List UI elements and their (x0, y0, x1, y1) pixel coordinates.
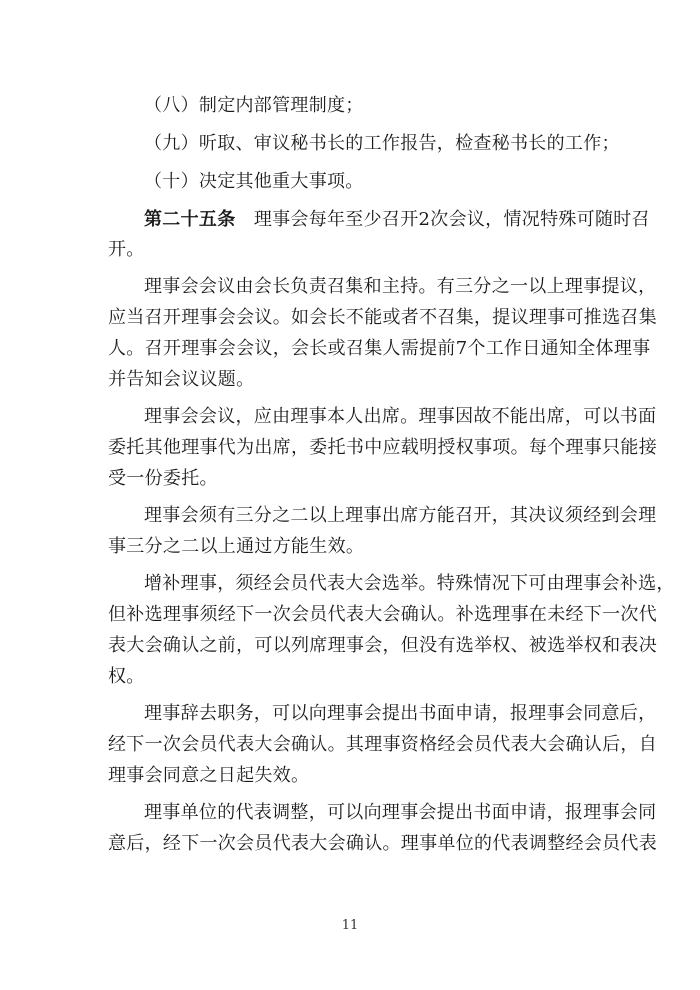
article-text: 理事会每年至少召开2次会议，情况特殊可随时召 (253, 209, 650, 230)
text-line: 事三分之二以上通过方能生效。 (108, 536, 365, 557)
text-line: （十）决定其他重大事项。 (144, 171, 364, 192)
text-line: 理事单位的代表调整，可以向理事会提出书面申请，报理事会同 (144, 802, 657, 823)
text-line: 开。 (108, 239, 145, 260)
text-line: （九）听取、审议秘书长的工作报告，检查秘书长的工作； (144, 133, 620, 154)
text-line: 委托其他理事代为出席，委托书中应载明授权事项。每个理事只能接 (108, 437, 657, 458)
text-line: 应当召开理事会会议。如会长不能或者不召集，提议理事可推选召集 (108, 307, 657, 328)
article-heading: 第二十五条 (144, 209, 236, 230)
text-line: 并告知会议议题。 (108, 369, 255, 390)
text-line: 意后，经下一次会员代表大会确认。理事单位的代表调整经会员代表 (108, 833, 657, 854)
text-line: 权。 (108, 666, 145, 687)
text-line: 经下一次会员代表大会确认。其理事资格经会员代表大会确认后，自 (108, 734, 657, 755)
text-line: 理事会会议，应由理事本人出席。理事因故不能出席，可以书面 (144, 406, 657, 427)
text-line: 理事会同意之日起失效。 (108, 765, 310, 786)
text-line: 理事会须有三分之二以上理事出席方能召开，其决议须经到会理 (144, 505, 657, 526)
text-line: 增补理事，须经会员代表大会选举。特殊情况下可由理事会补选， (144, 573, 675, 594)
text-line: 人。召开理事会会议，会长或召集人需提前7个工作日通知全体理事 (108, 338, 651, 359)
text-line: 理事会会议由会长负责召集和主持。有三分之一以上理事提议， (144, 276, 657, 297)
page-number: 11 (341, 918, 359, 933)
text-line: 受一份委托。 (108, 468, 218, 489)
text-line: （八）制定内部管理制度； (144, 95, 364, 116)
text-line: 理事辞去职务，可以向理事会提出书面申请，报理事会同意后， (144, 703, 657, 724)
text-line: 表大会确认之前，可以列席理事会，但没有选举权、被选举权和表决 (108, 635, 657, 656)
article-line (144, 208, 650, 232)
text-line: 但补选理事须经下一次会员代表大会确认。补选理事在未经下一次代 (108, 604, 657, 625)
